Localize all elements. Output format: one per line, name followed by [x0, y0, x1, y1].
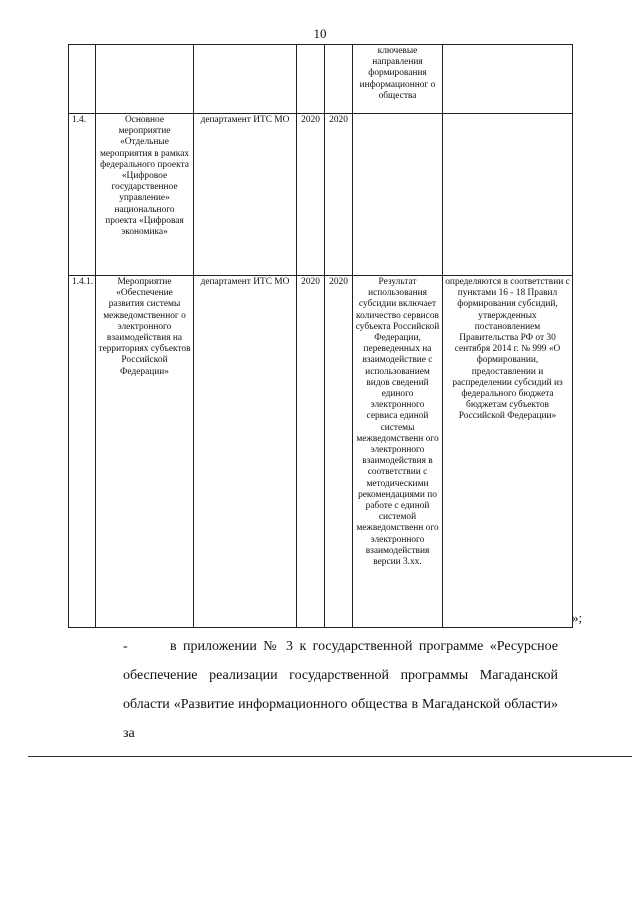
list-dash: - — [123, 639, 128, 654]
page-number: 10 — [313, 26, 327, 41]
event-name: Мероприятие «Обеспечение развития системы межведомственног о электронного взаимодействия на территориях субъектов Российской Федерации» — [96, 276, 194, 628]
note-cell — [443, 114, 573, 276]
end-year: 2020 — [325, 276, 353, 628]
start-year: 2020 — [297, 276, 325, 628]
table-row — [69, 276, 573, 628]
end-year: 2020 — [325, 114, 353, 276]
executor: департамент ИТС МО — [194, 276, 297, 628]
table-row — [69, 45, 573, 114]
note-cell — [443, 45, 573, 114]
result-cell: ключевые направления формирования информационног о общества — [353, 45, 443, 114]
event-name: Основное мероприятие «Отдельные мероприятия в рамках федерального проекта «Цифровое государственное управление» национального проекта «Цифровая экономика» — [96, 114, 194, 276]
table-row — [69, 114, 573, 276]
event-name — [96, 45, 194, 114]
row-number: 1.4. — [69, 114, 96, 276]
result-cell: Результат использования субсидии включает количество сервисов субъекта Российской Федерации, переведенных на взаимодействие с использованием видов сведений единого электронного сервиса единой системы межведомственн ого электронного взаимодействия в соответствии с методическими рекомендациями по работе с единой системой межведомственн ого электронного взаимодействия версии 3.xx. — [353, 276, 443, 628]
result-cell — [353, 114, 443, 276]
row-number: 1.4.1. — [69, 276, 96, 628]
row-number — [69, 45, 96, 114]
program-table — [68, 44, 573, 628]
note-cell: определяются в соответствии с пунктами 16 - 18 Правил формирования субсидий, утвержденных постановлением Правительства РФ от 30 сентября 2014 г. № 999 «О формировании, предоставлении и распределении субсидий из федерального бюджета бюджетам субъектов Российской Федерации» — [443, 276, 573, 628]
start-year: 2020 — [297, 114, 325, 276]
body-paragraph — [123, 632, 558, 748]
page-bottom-rule — [28, 756, 632, 757]
executor — [194, 45, 297, 114]
closing-quote: »; — [572, 610, 583, 625]
start-year — [297, 45, 325, 114]
end-year — [325, 45, 353, 114]
executor: департамент ИТС МО — [194, 114, 297, 276]
paragraph-text: в приложении № 3 к государственной программе «Ресурсное обеспечение реализации государственной программы Магаданской области «Развитие информационного общества в Магаданской области» за — [123, 639, 558, 741]
